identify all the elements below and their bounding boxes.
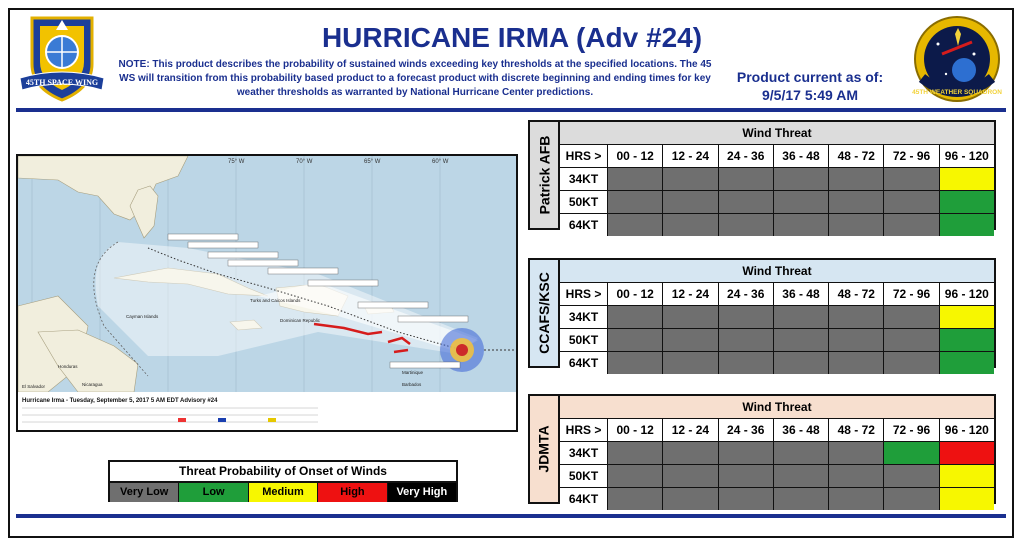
threshold-label: 50KT [560, 191, 608, 213]
threat-cell [829, 168, 884, 190]
threat-cell [608, 214, 663, 236]
hours-range-header: 36 - 48 [774, 283, 829, 305]
hours-range-header: 00 - 12 [608, 419, 663, 441]
threat-cell [608, 329, 663, 351]
panel-ccafs-ksc [528, 258, 996, 368]
threat-cell [608, 306, 663, 328]
hours-label: HRS > [560, 145, 608, 167]
hours-range-header: 72 - 96 [884, 145, 939, 167]
threat-cell [663, 465, 718, 487]
page-title: HURRICANE IRMA (Adv #24) [321, 22, 703, 53]
threat-cell [663, 168, 718, 190]
threat-cell [719, 488, 774, 510]
top-divider [16, 108, 1006, 112]
map-place-label: Cayman Islands [126, 314, 159, 319]
threat-cell [940, 306, 994, 328]
threat-cell [940, 168, 994, 190]
threat-cell [719, 465, 774, 487]
threat-cell [774, 214, 829, 236]
threat-cell [608, 488, 663, 510]
threat-cell [884, 191, 939, 213]
hours-range-header: 36 - 48 [774, 145, 829, 167]
legend-level: Very Low [110, 483, 179, 502]
space-wing-logo [16, 12, 108, 104]
threat-cell [719, 306, 774, 328]
threshold-row [560, 465, 994, 488]
hours-range-header: 96 - 120 [940, 283, 994, 305]
threat-cell [884, 465, 939, 487]
threat-cell [774, 168, 829, 190]
threshold-row [560, 442, 994, 465]
legend-level: High [318, 483, 387, 502]
hours-range-header: 00 - 12 [608, 145, 663, 167]
legend-level: Very High [388, 483, 456, 502]
threshold-row [560, 306, 994, 329]
threat-cell [829, 214, 884, 236]
threshold-row [560, 352, 994, 374]
threat-cell [884, 168, 939, 190]
threat-cell [940, 465, 994, 487]
threat-cell [940, 352, 994, 374]
threat-cell [663, 488, 718, 510]
hours-range-header: 48 - 72 [829, 145, 884, 167]
hours-range-header: 72 - 96 [884, 283, 939, 305]
threat-cell [608, 442, 663, 464]
lon-label: 65° W [364, 159, 381, 165]
threshold-label: 64KT [560, 214, 608, 236]
threat-cell [608, 168, 663, 190]
weather-squadron-logo [912, 14, 1002, 104]
threat-cell [940, 488, 994, 510]
threshold-label: 34KT [560, 168, 608, 190]
threshold-row [560, 329, 994, 352]
threat-cell [663, 306, 718, 328]
threat-cell [884, 306, 939, 328]
location-label [530, 260, 560, 366]
threat-cell [663, 442, 718, 464]
location-label [530, 122, 560, 228]
threat-cell [774, 329, 829, 351]
hours-range-header: 12 - 24 [663, 419, 718, 441]
threat-cell [940, 214, 994, 236]
threat-cell [829, 465, 884, 487]
hours-range-header: 72 - 96 [884, 419, 939, 441]
product-note: NOTE: This product describes the probability of sustained winds exceeding key thresholds at the specified locations. The 45 WS will transition from this probability based product to a forecast product with discrete beginning and ending times for key weather thresholds as warranted by National Hurricane Center predictions. [118, 59, 712, 98]
hours-range-header: 96 - 120 [940, 145, 994, 167]
threat-cell [663, 191, 718, 213]
threat-cell [719, 329, 774, 351]
map-place-label: Dominican Republic [280, 318, 321, 323]
threat-cell [774, 442, 829, 464]
hours-range-header: 12 - 24 [663, 145, 718, 167]
legend-title: Threat Probability of Onset of Winds [110, 462, 456, 483]
location-name: JDMTA [536, 425, 552, 473]
hours-range-header: 24 - 36 [719, 419, 774, 441]
threshold-row [560, 191, 994, 214]
threat-cell [829, 442, 884, 464]
threat-legend [108, 460, 458, 502]
threshold-row [560, 214, 994, 236]
threat-cell [608, 352, 663, 374]
current-label: Product current as of: [736, 69, 884, 85]
hours-range-header: 36 - 48 [774, 419, 829, 441]
threat-cell [663, 214, 718, 236]
hours-label: HRS > [560, 283, 608, 305]
hours-range-header: 24 - 36 [719, 145, 774, 167]
threat-cell [719, 191, 774, 213]
space-wing-text: 45TH SPACE WING [25, 78, 99, 87]
wind-threat-heading: Wind Threat [560, 396, 994, 419]
threat-cell [829, 306, 884, 328]
threat-cell [829, 488, 884, 510]
hours-range-header: 00 - 12 [608, 283, 663, 305]
threshold-label: 50KT [560, 465, 608, 487]
location-label [530, 396, 560, 502]
threat-cell [774, 191, 829, 213]
lon-label: 60° W [432, 159, 449, 165]
threat-cell [884, 214, 939, 236]
bottom-divider [16, 514, 1006, 518]
hours-range-header: 96 - 120 [940, 419, 994, 441]
threat-cell [774, 306, 829, 328]
panel-jdmta [528, 394, 996, 504]
map-place-label: Turks and Caicos Islands [250, 298, 301, 303]
hours-header-row [560, 419, 994, 442]
legend-levels [110, 483, 456, 502]
legend-level: Low [179, 483, 248, 502]
panel-patrick-afb [528, 120, 996, 230]
threat-cell [940, 329, 994, 351]
threat-cell [663, 329, 718, 351]
threshold-label: 50KT [560, 329, 608, 351]
hours-range-header: 24 - 36 [719, 283, 774, 305]
threshold-label: 64KT [560, 352, 608, 374]
location-name: CCAFS/KSC [536, 272, 553, 354]
threat-cell [940, 442, 994, 464]
wind-threat-table [560, 260, 994, 370]
forecast-cone-map [16, 154, 518, 432]
wind-threat-table [560, 396, 994, 506]
threat-cell [719, 214, 774, 236]
hours-range-header: 12 - 24 [663, 283, 718, 305]
threshold-label: 34KT [560, 306, 608, 328]
map-place-label: Barbados [402, 382, 422, 387]
map-place-label: Honduras [58, 364, 78, 369]
threat-cell [719, 442, 774, 464]
threat-cell [884, 352, 939, 374]
threat-cell [663, 352, 718, 374]
threat-cell [884, 442, 939, 464]
threat-cell [774, 352, 829, 374]
map-caption: Hurricane Irma - Tuesday, September 5, 2017 5 AM EDT Advisory #24 [22, 398, 218, 404]
threat-cell [829, 329, 884, 351]
map-place-label: Nicaragua [82, 382, 103, 387]
weather-squadron-text: 45TH WEATHER SQUADRON [912, 89, 1002, 96]
location-name: Patrick AFB [536, 135, 552, 215]
threat-cell [884, 488, 939, 510]
hours-header-row [560, 145, 994, 168]
threshold-row [560, 488, 994, 510]
product-current [720, 68, 900, 104]
threat-cell [940, 191, 994, 213]
map-place-label: Martinique [402, 370, 424, 375]
threat-cell [884, 329, 939, 351]
current-value: 9/5/17 5:49 AM [762, 87, 858, 103]
threat-cell [608, 465, 663, 487]
wind-threat-heading: Wind Threat [560, 122, 994, 145]
wind-threat-heading: Wind Threat [560, 260, 994, 283]
map-place-label: El Salvador [22, 384, 46, 389]
threshold-label: 64KT [560, 488, 608, 510]
hours-range-header: 48 - 72 [829, 419, 884, 441]
threshold-row [560, 168, 994, 191]
hours-range-header: 48 - 72 [829, 283, 884, 305]
legend-level: Medium [249, 483, 318, 502]
threat-cell [608, 191, 663, 213]
lon-label: 70° W [296, 159, 313, 165]
threat-cell [719, 352, 774, 374]
lon-label: 75° W [228, 159, 245, 165]
threat-cell [829, 352, 884, 374]
threat-cell [774, 488, 829, 510]
threat-cell [719, 168, 774, 190]
wind-threat-table [560, 122, 994, 232]
threat-cell [774, 465, 829, 487]
hours-header-row [560, 283, 994, 306]
threshold-label: 34KT [560, 442, 608, 464]
hours-label: HRS > [560, 419, 608, 441]
threat-cell [829, 191, 884, 213]
